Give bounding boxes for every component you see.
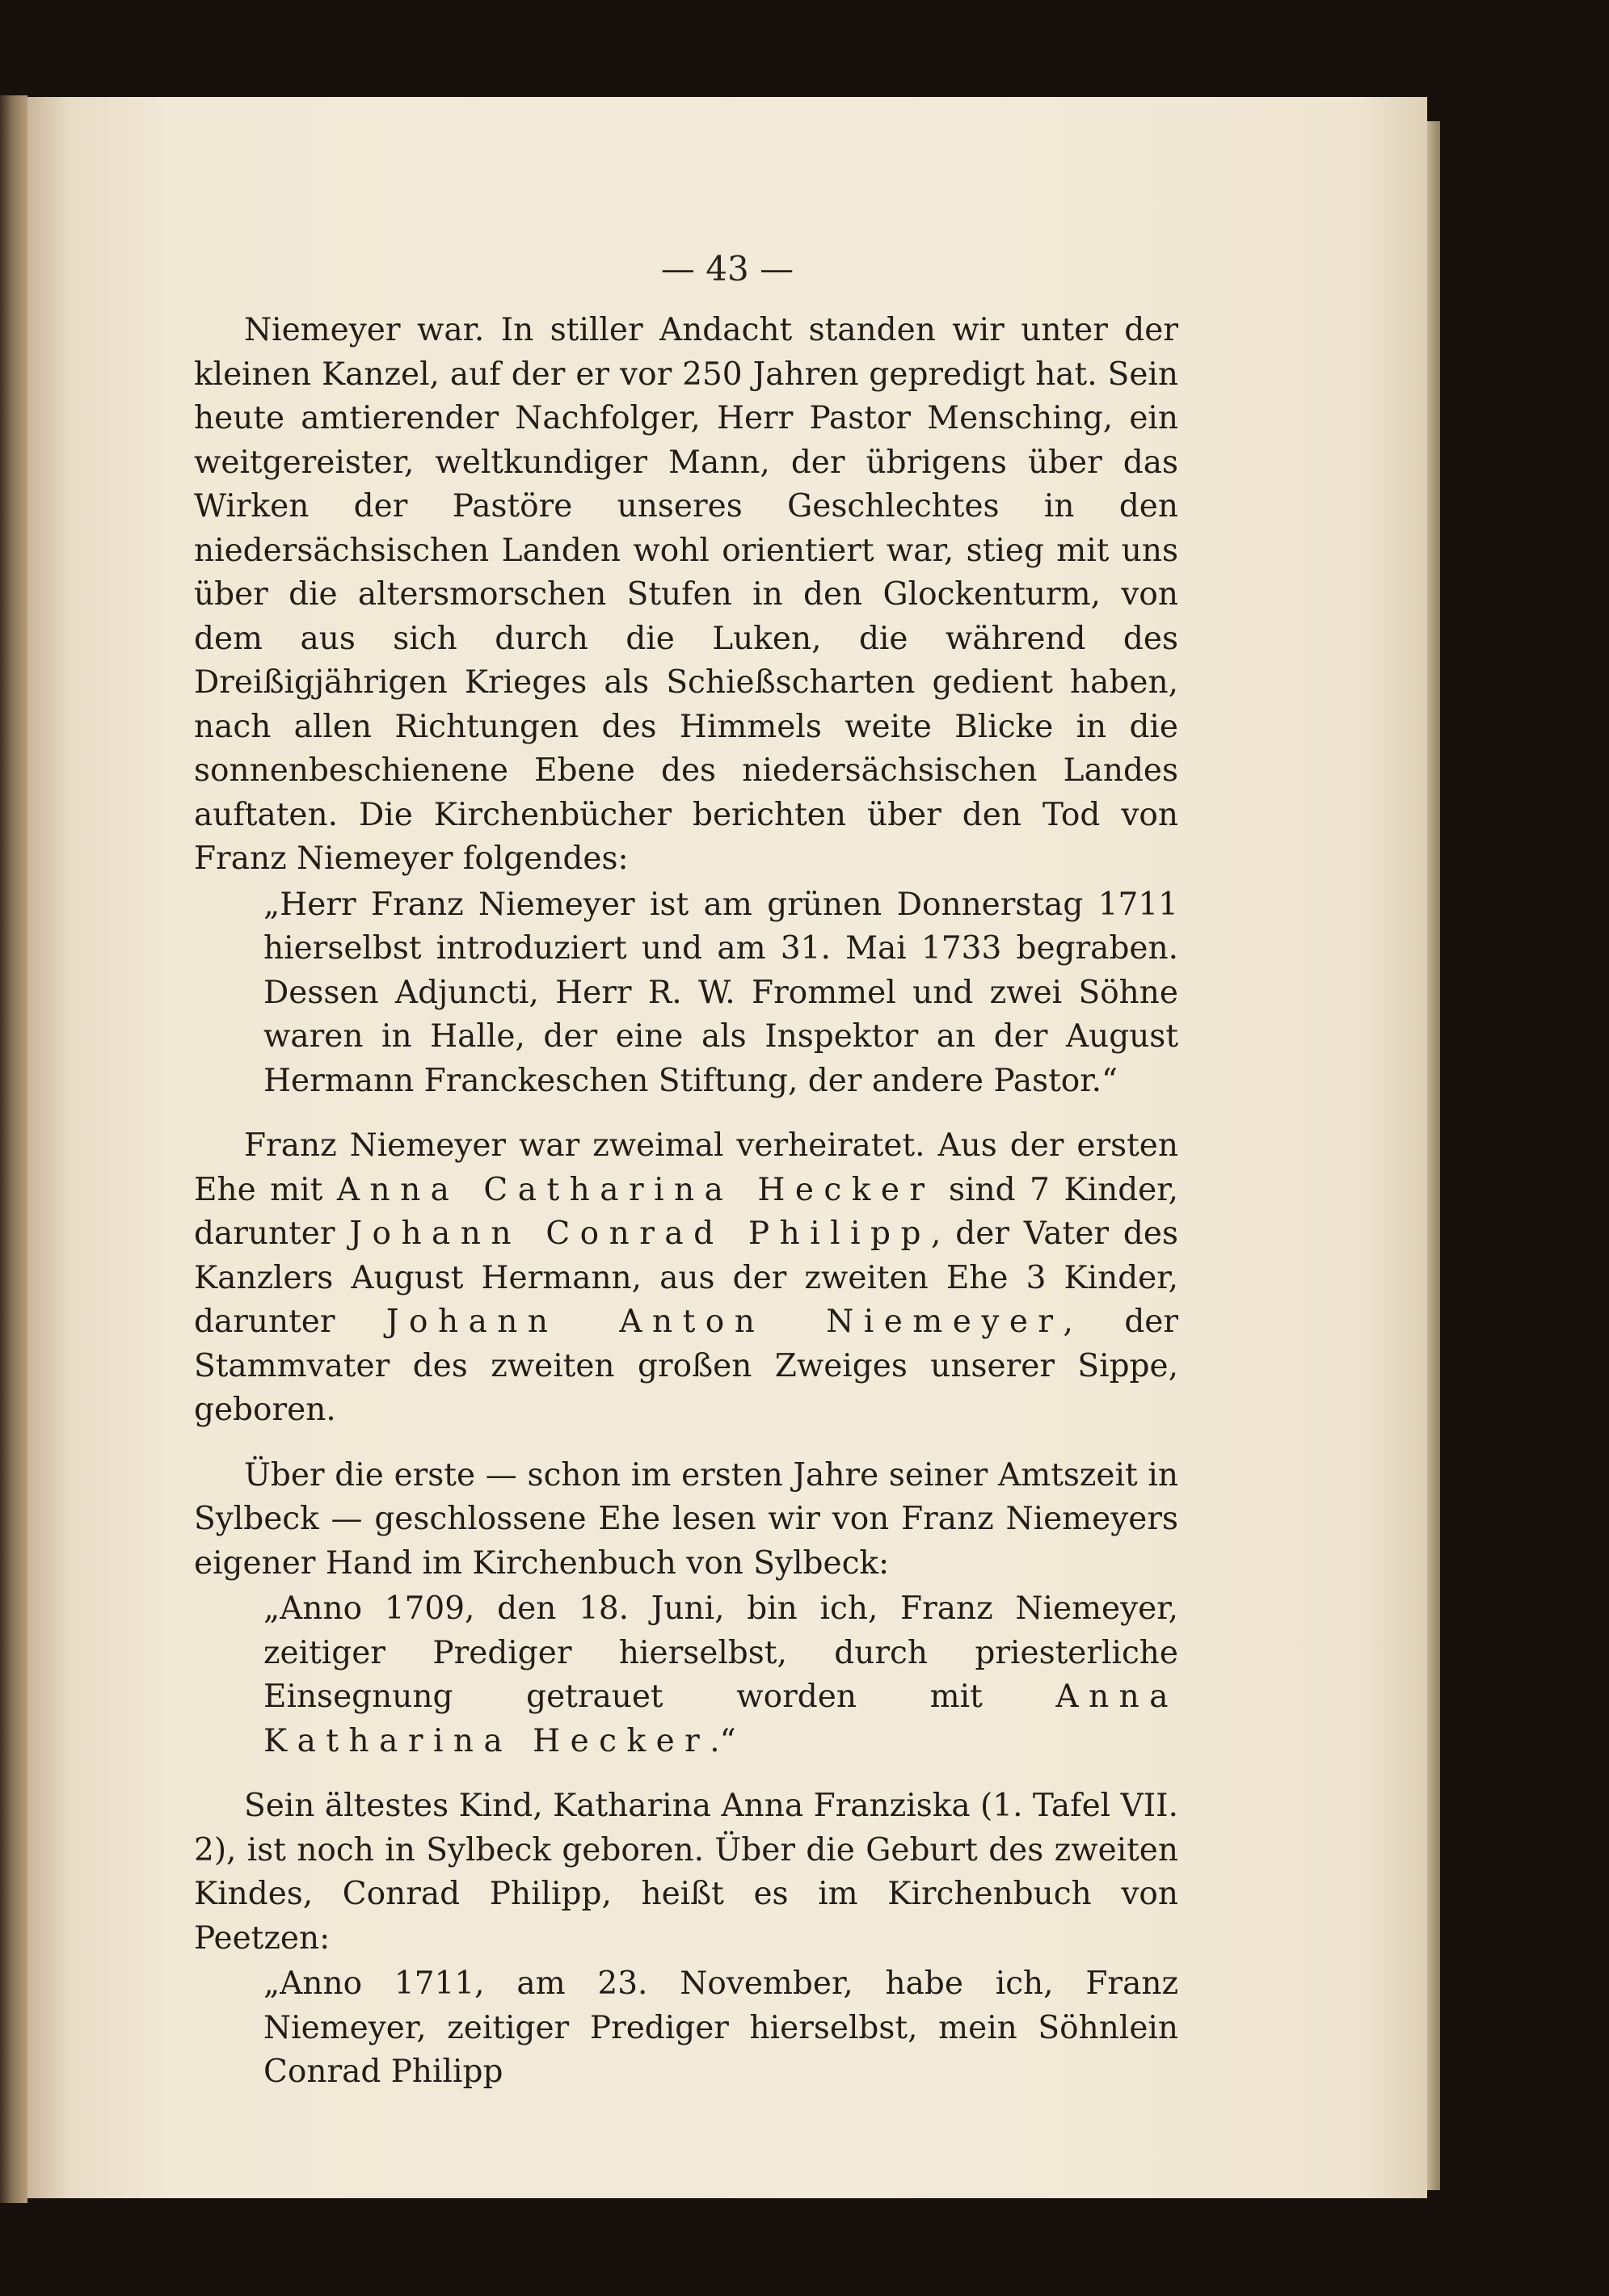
- right-page-edge: [1427, 121, 1440, 2190]
- book-page: [27, 97, 1427, 2198]
- spaced-name: Anna Katharina Hecker: [263, 1679, 1178, 1759]
- page-number: — 43 —: [660, 249, 794, 289]
- paragraph-4: [194, 1784, 1178, 1961]
- paragraph-2-text-b: sind 7 Kinder, darunter: [194, 1171, 1179, 1252]
- quote-1-text: „Herr Franz Niemeyer ist am grünen Donnerstag 1711 hierselbst introduziert und am 31. Mai 1733 begraben. Dessen Adjuncti, Herr R. W. Frommel und zwei Söhne waren in Halle, der eine als Inspektor an der August Hermann Franckeschen Stiftung, der andere Pastor.“: [263, 886, 1178, 1099]
- quote-2-text-b: .“: [710, 1722, 736, 1759]
- quote-3: [194, 1962, 1178, 2095]
- spaced-name: Johann Conrad Philipp: [349, 1215, 931, 1252]
- paragraph-2-text-d: , der Stammvater des zweiten großen Zweiges unserer Sippe, geboren.: [194, 1304, 1179, 1428]
- paragraph-3-text: Über die erste — schon im ersten Jahre seiner Amtszeit in Sylbeck — geschlossene Ehe lesen wir von Franz Niemeyers eigener Hand im Kirchenbuch von Sylbeck:: [194, 1456, 1178, 1582]
- paragraph-1: [194, 309, 1178, 882]
- paragraph-2-text-c: , der Vater des Kanzlers August Hermann, aus der zweiten Ehe 3 Kinder, darunter: [194, 1215, 1178, 1340]
- paragraph-2: [194, 1124, 1178, 1433]
- quote-2: [194, 1587, 1178, 1763]
- quote-1: [194, 883, 1178, 1104]
- paragraph-2-text-a: Franz Niemeyer war zweimal verheiratet. Aus der ersten Ehe mit: [194, 1127, 1178, 1208]
- paragraph-4-text: Sein ältestes Kind, Katharina Anna Franziska (1. Tafel VII. 2), ist noch in Sylbeck geboren. Über die Geburt des zweiten Kindes, Conrad Philipp, heißt es im Kirchenbuch von Peetzen:: [194, 1788, 1178, 1957]
- quote-3-text: „Anno 1711, am 23. November, habe ich, Franz Niemeyer, zeitiger Prediger hierselbst, mein Söhnlein Conrad Philipp: [263, 1965, 1178, 2090]
- paragraph-1-text: Niemeyer war. In stiller Andacht standen wir unter der kleinen Kanzel, auf der er vor 250 Jahren gepredigt hat. Sein heute amtierender Nachfolger, Herr Pastor Mensching, ein weitgereister, weltkundiger Mann, der übrigens über das Wirken der Pastöre unseres Geschlechtes in den niedersächsischen Landen wohl orientiert war, stieg mit uns über die altersmorschen Stufen in den Glockenturm, von dem aus sich durch die Luken, die während des Dreißigjährigen Krieges als Schießscharten gedient haben, nach allen Richtungen des Himmels weite Blicke in die sonnenbeschienene Ebene des niedersächsischen Landes auftaten. Die Kirchenbücher berichten über den Tod von Franz Niemeyer folgendes:: [194, 312, 1178, 877]
- spaced-name: Anna Catharina Hecker: [336, 1171, 935, 1208]
- paragraph-3: [194, 1454, 1178, 1586]
- quote-2-text-a: „Anno 1709, den 18. Juni, bin ich, Franz Niemeyer, zeitiger Prediger hierselbst, durch priesterliche Einsegnung getrauet worden mit: [263, 1590, 1178, 1715]
- left-page-edge: [0, 95, 27, 2203]
- spaced-name: Johann Anton Niemeyer: [385, 1304, 1064, 1340]
- text-block: [194, 309, 1178, 2095]
